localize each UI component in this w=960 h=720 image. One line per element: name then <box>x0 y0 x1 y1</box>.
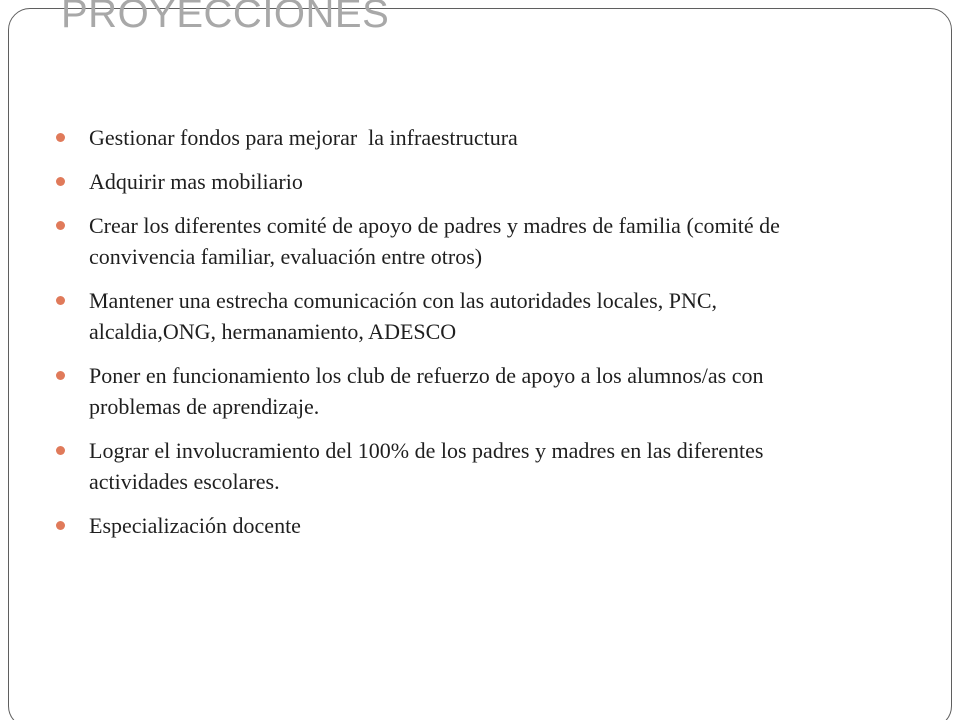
bullet-dot-icon <box>56 177 65 186</box>
bullet-list <box>56 122 846 554</box>
bullet-item-5 <box>56 360 846 422</box>
bullet-dot-icon <box>56 133 65 142</box>
slide-title: PROYECCIONES <box>61 0 390 36</box>
bullet-text: Mantener una estrecha comunicación con las autoridades locales, PNC, alcaldia,ONG, hermanamiento, ADESCO <box>89 288 723 344</box>
bullet-dot-icon <box>56 221 65 230</box>
bullet-item-7 <box>56 510 846 541</box>
bullet-text: Gestionar fondos para mejorar la infraestructura <box>89 125 518 150</box>
bullet-item-2 <box>56 166 846 197</box>
bullet-dot-icon <box>56 296 65 305</box>
bullet-item-6 <box>56 435 846 497</box>
bullet-item-3 <box>56 210 846 272</box>
bullet-text: Especialización docente <box>89 513 301 538</box>
bullet-dot-icon <box>56 371 65 380</box>
bullet-dot-icon <box>56 446 65 455</box>
bullet-dot-icon <box>56 521 65 530</box>
bullet-text: Crear los diferentes comité de apoyo de padres y madres de familia (comité de convivencia familiar, evaluación entre otros) <box>89 213 786 269</box>
bullet-text: Adquirir mas mobiliario <box>89 169 303 194</box>
bullet-text: Lograr el involucramiento del 100% de los padres y madres en las diferentes actividades escolares. <box>89 438 769 494</box>
bullet-item-4 <box>56 285 846 347</box>
bullet-item-1 <box>56 122 846 153</box>
bullet-text: Poner en funcionamiento los club de refuerzo de apoyo a los alumnos/as con problemas de aprendizaje. <box>89 363 769 419</box>
